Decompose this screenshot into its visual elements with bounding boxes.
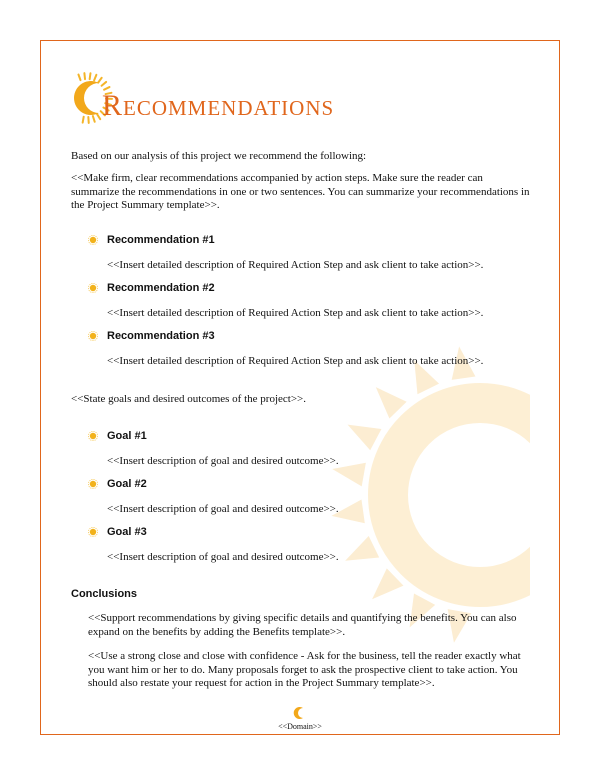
- watermark-ray: [345, 536, 379, 561]
- recommendation-title: Recommendation #2: [107, 282, 215, 294]
- footer-domain: <<Domain>>: [278, 722, 322, 731]
- sun-ray: [98, 78, 102, 83]
- sun-bullet-icon: [88, 431, 98, 441]
- goal-desc: <<Insert description of goal and desired outcome>>.: [107, 551, 339, 563]
- sun-ray: [83, 117, 84, 123]
- sun-ray: [97, 114, 100, 119]
- sun-ray: [78, 75, 80, 81]
- sun-bullet-icon: [88, 479, 98, 489]
- goal-title: Goal #1: [107, 430, 147, 442]
- sun-bullet-icon: [88, 235, 98, 245]
- page-title: Recommendations: [102, 89, 335, 122]
- recommendation-desc: <<Insert detailed description of Required Action Step and ask client to take action>>.: [107, 355, 484, 367]
- goal-desc: <<Insert description of goal and desired outcome>>.: [107, 503, 339, 515]
- conclusions-paragraph: <<Use a strong close and close with confidence - Ask for the business, tell the reader exactly what you want him or her to do. Many proposals forget to ask the prospective client to take action. You should also restate your request for action in the Project Summary template>>.: [88, 650, 521, 689]
- conclusions-heading: Conclusions: [71, 588, 138, 600]
- goals-intro-text: <<State goals and desired outcomes of the project>>.: [71, 393, 306, 405]
- sun-bullet-icon: [88, 331, 98, 341]
- recommendation-title: Recommendation #3: [107, 330, 215, 342]
- sun-ray: [94, 75, 96, 81]
- recommendation-desc: <<Insert detailed description of Required Action Step and ask client to take action>>.: [107, 259, 484, 271]
- instruction-text: <<Make firm, clear recommendations accompanied by action steps. Make sure the reader can summarize the recommendations in one or two sentences. You can summarize your recommendations in the Project Summary template>>.: [71, 172, 530, 211]
- conclusions-paragraph: <<Support recommendations by giving specific details and quantifying the benefits. You can also expand on the benefits by adding the Benefits template>>.: [88, 612, 517, 638]
- goal-desc: <<Insert description of goal and desired outcome>>.: [107, 455, 339, 467]
- sun-ray: [90, 73, 91, 79]
- sun-bullet-icon: [88, 283, 98, 293]
- sun-ray: [93, 116, 95, 122]
- sun-ray: [102, 82, 107, 86]
- watermark-ray: [376, 387, 407, 418]
- goal-title: Goal #2: [107, 478, 147, 490]
- intro-text: Based on our analysis of this project we recommend the following:: [71, 150, 367, 162]
- sun-watermark-icon: [290, 345, 530, 645]
- sun-ray: [84, 73, 85, 79]
- watermark-ray: [348, 425, 382, 451]
- recommendation-title: Recommendation #1: [107, 234, 215, 246]
- sun-footer-icon: [293, 705, 307, 721]
- sun-bullet-icon: [88, 527, 98, 537]
- recommendation-desc: <<Insert detailed description of Required Action Step and ask client to take action>>.: [107, 307, 484, 319]
- watermark-ray: [372, 568, 403, 599]
- goal-title: Goal #3: [107, 526, 147, 538]
